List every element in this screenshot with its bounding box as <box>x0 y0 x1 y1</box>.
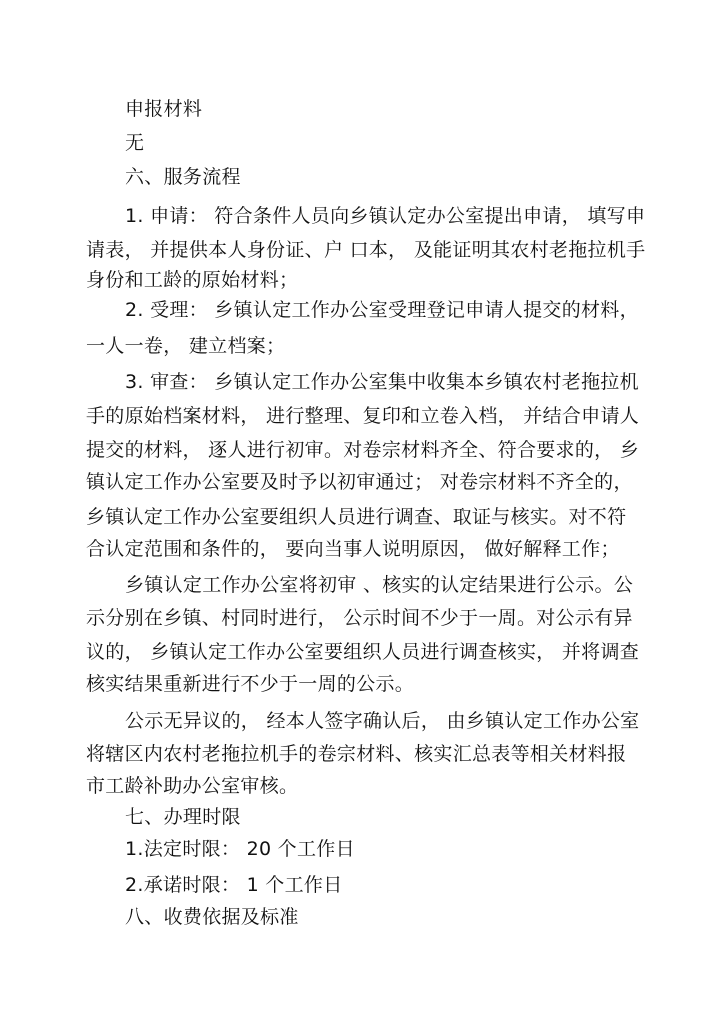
paragraph-line: 核实结果重新进行不少于一周的公示。 <box>86 673 415 695</box>
paragraph-line: 乡镇认定工作办公室将初审 、核实的认定结果进行公示。公 <box>125 574 634 596</box>
paragraph-line: 请表， 并提供本人身份证、户 口本， 及能证明其农村老拖拉机手 <box>86 239 646 261</box>
statutory-time-limit: 1.法定时限： 20 个工作日 <box>125 838 355 860</box>
paragraph-line: 示分别在乡镇、村同时进行， 公示时间不少于一周。对公示有异 <box>86 607 633 629</box>
paragraph-line: 身份和工龄的原始材料； <box>86 269 299 291</box>
paragraph-line: 公示无异议的， 经本人签字确认后， 由乡镇认定工作办公室 <box>125 710 640 732</box>
text-none: 无 <box>125 132 145 154</box>
paragraph-line: 3. 审查： 乡镇认定工作办公室集中收集本乡镇农村老拖拉机 <box>125 371 639 393</box>
heading-processing-time: 七、办理时限 <box>125 806 241 828</box>
paragraph-line: 合认定范围和条件的， 要向当事人说明原因， 做好解释工作； <box>86 538 620 560</box>
paragraph-line: 1. 申请： 符合条件人员向乡镇认定办公室提出申请， 填写申 <box>125 205 646 227</box>
heading-application-materials: 申报材料 <box>125 98 203 120</box>
paragraph-line: 市工龄补助办公室审核。 <box>86 775 299 797</box>
paragraph-line: 议的， 乡镇认定工作办公室要组织人员进行调查核实， 并将调查 <box>86 641 640 663</box>
paragraph-line: 乡镇认定工作办公室要组织人员进行调查、取证与核实。对不符 <box>86 506 627 528</box>
paragraph-line: 2. 受理： 乡镇认定工作办公室受理登记申请人提交的材料， <box>125 299 639 321</box>
paragraph-line: 提交的材料， 逐人进行初审。对卷宗材料齐全、符合要求的， 乡 <box>86 439 640 461</box>
promised-time-limit: 2.承诺时限： 1 个工作日 <box>125 874 343 896</box>
paragraph-line: 一人一卷， 建立档案； <box>86 335 286 357</box>
heading-service-process: 六、服务流程 <box>125 166 241 188</box>
paragraph-line: 将辖区内农村老拖拉机手的卷宗材料、核实汇总表等相关材料报 <box>86 743 627 765</box>
paragraph-line: 镇认定工作办公室要及时予以初审通过； 对卷宗材料不齐全的， <box>86 471 633 493</box>
heading-fee-basis: 八、收费依据及标准 <box>125 906 299 928</box>
paragraph-line: 手的原始档案材料， 进行整理、复印和立卷入档， 并结合申请人 <box>86 405 640 427</box>
